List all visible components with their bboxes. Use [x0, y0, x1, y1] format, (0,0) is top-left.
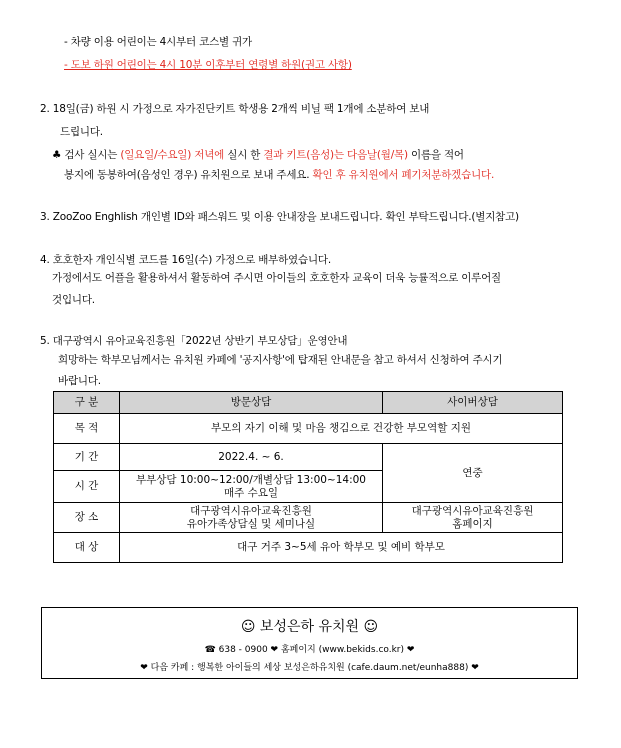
item5-line1: 5. 대구광역시 유아교육진흥원「2022년 상반기 부모상담」운영안내: [40, 335, 348, 347]
header-category: 구 분: [54, 392, 120, 414]
target-value: 대구 거주 3~5세 유아 학부모 및 예비 학부모: [120, 533, 563, 563]
cafe-line: ❤ 다음 카페 : 행복한 아이들의 세상 보성은하유치원 (cafe.daum.net/eunha888) ❤: [140, 663, 479, 673]
kindergarten-name: ☺ 보성은하 유치원 ☺: [240, 619, 379, 635]
test-line2-text: 봉지에 동봉하여(음성인 경우) 유치원으로 보내 주세요.: [64, 169, 313, 181]
visit-place-line1: 대구광역시유아교육진흥원: [190, 504, 312, 517]
contact-line: ☎ 638 - 0900 ❤ 홈페이지 (www.bekids.co.kr) ❤: [204, 645, 415, 655]
test-mid: 실시 한: [224, 149, 264, 161]
item4-line1: 4. 호호한자 개인식별 코드를 16일(수) 가정으로 배부하였습니다.: [40, 254, 331, 266]
table-row-period: [54, 444, 563, 471]
cyber-place: [383, 503, 563, 533]
header-cyber: 사이버상담: [383, 392, 563, 414]
item5-line2: 희망하는 학부모님께서는 유치원 카페에 '공지사항'에 탑재된 안내문을 참고 하셔서 신청하여 주시기: [58, 354, 503, 366]
test-instruction-line2: [64, 167, 494, 182]
table-row-place: [54, 503, 563, 533]
test-red-result: 결과 키트(음성)는 다음날(월/목): [263, 149, 408, 161]
test-prefix: ♣ 검사 실시는: [52, 149, 121, 161]
cyber-period: 연중: [383, 444, 563, 503]
purpose-value: 부모의 자기 이해 및 마음 챙김으로 건강한 부모역할 지원: [120, 414, 563, 444]
time-line2: 매주 수요일: [223, 486, 279, 499]
period-value: 2022.4. ~ 6.: [120, 444, 383, 471]
cyber-place-line2: 홈페이지: [452, 517, 493, 530]
kindergarten-footer-box: [41, 607, 578, 679]
table-header-row: [54, 392, 563, 414]
visit-place: [120, 503, 383, 533]
header-visit: 방문상담: [120, 392, 383, 414]
item5-line3: 바랍니다.: [58, 375, 101, 387]
test-red-schedule: (일요일/수요일) 저녁에: [120, 149, 225, 161]
cyber-place-line1: 대구광역시유아교육진흥원: [411, 504, 534, 517]
item4-line2: 가정에서도 어플을 활용하셔서 활동하여 주시면 아이들의 호호한자 교육이 더욱 능률적으로 이루어질: [52, 272, 501, 284]
item3-line: 3. ZooZoo Enghlish 개인별 ID와 패스워드 및 이용 안내장을 보내드립니다. 확인 부탁드립니다.(별지참고): [40, 211, 519, 223]
test-suffix: 이름을 적어: [407, 149, 464, 161]
purpose-label: 목 적: [54, 414, 120, 444]
consultation-table: [53, 391, 563, 563]
item2-line2: 드립니다.: [60, 126, 103, 138]
period-label: 기 간: [54, 444, 120, 471]
item4-line3: 것입니다.: [52, 294, 95, 306]
time-line1: 부부상담 10:00~12:00/개별상담 13:00~14:00: [136, 473, 366, 486]
time-value: [120, 471, 383, 503]
test-instruction-line1: [52, 147, 464, 162]
vehicle-pickup-line: - 차량 이용 어린이는 4시부터 코스별 귀가: [64, 36, 252, 48]
place-label: 장 소: [54, 503, 120, 533]
time-label: 시 간: [54, 471, 120, 503]
target-label: 대 상: [54, 533, 120, 563]
item2-line1: 2. 18일(금) 하원 시 가정으로 자가진단키트 학생용 2개씩 비닐 팩 1개에 소분하여 보내: [40, 103, 430, 115]
table-row-target: [54, 533, 563, 563]
table-row-purpose: [54, 414, 563, 444]
test-line2-red: 확인 후 유치원에서 폐기처분하겠습니다.: [312, 169, 495, 181]
walk-pickup-line: - 도보 하원 어린이는 4시 10분 이후부터 연령별 하원(권고 사항): [64, 59, 352, 71]
visit-place-line2: 유아가족상담실 및 세미나실: [186, 517, 316, 530]
